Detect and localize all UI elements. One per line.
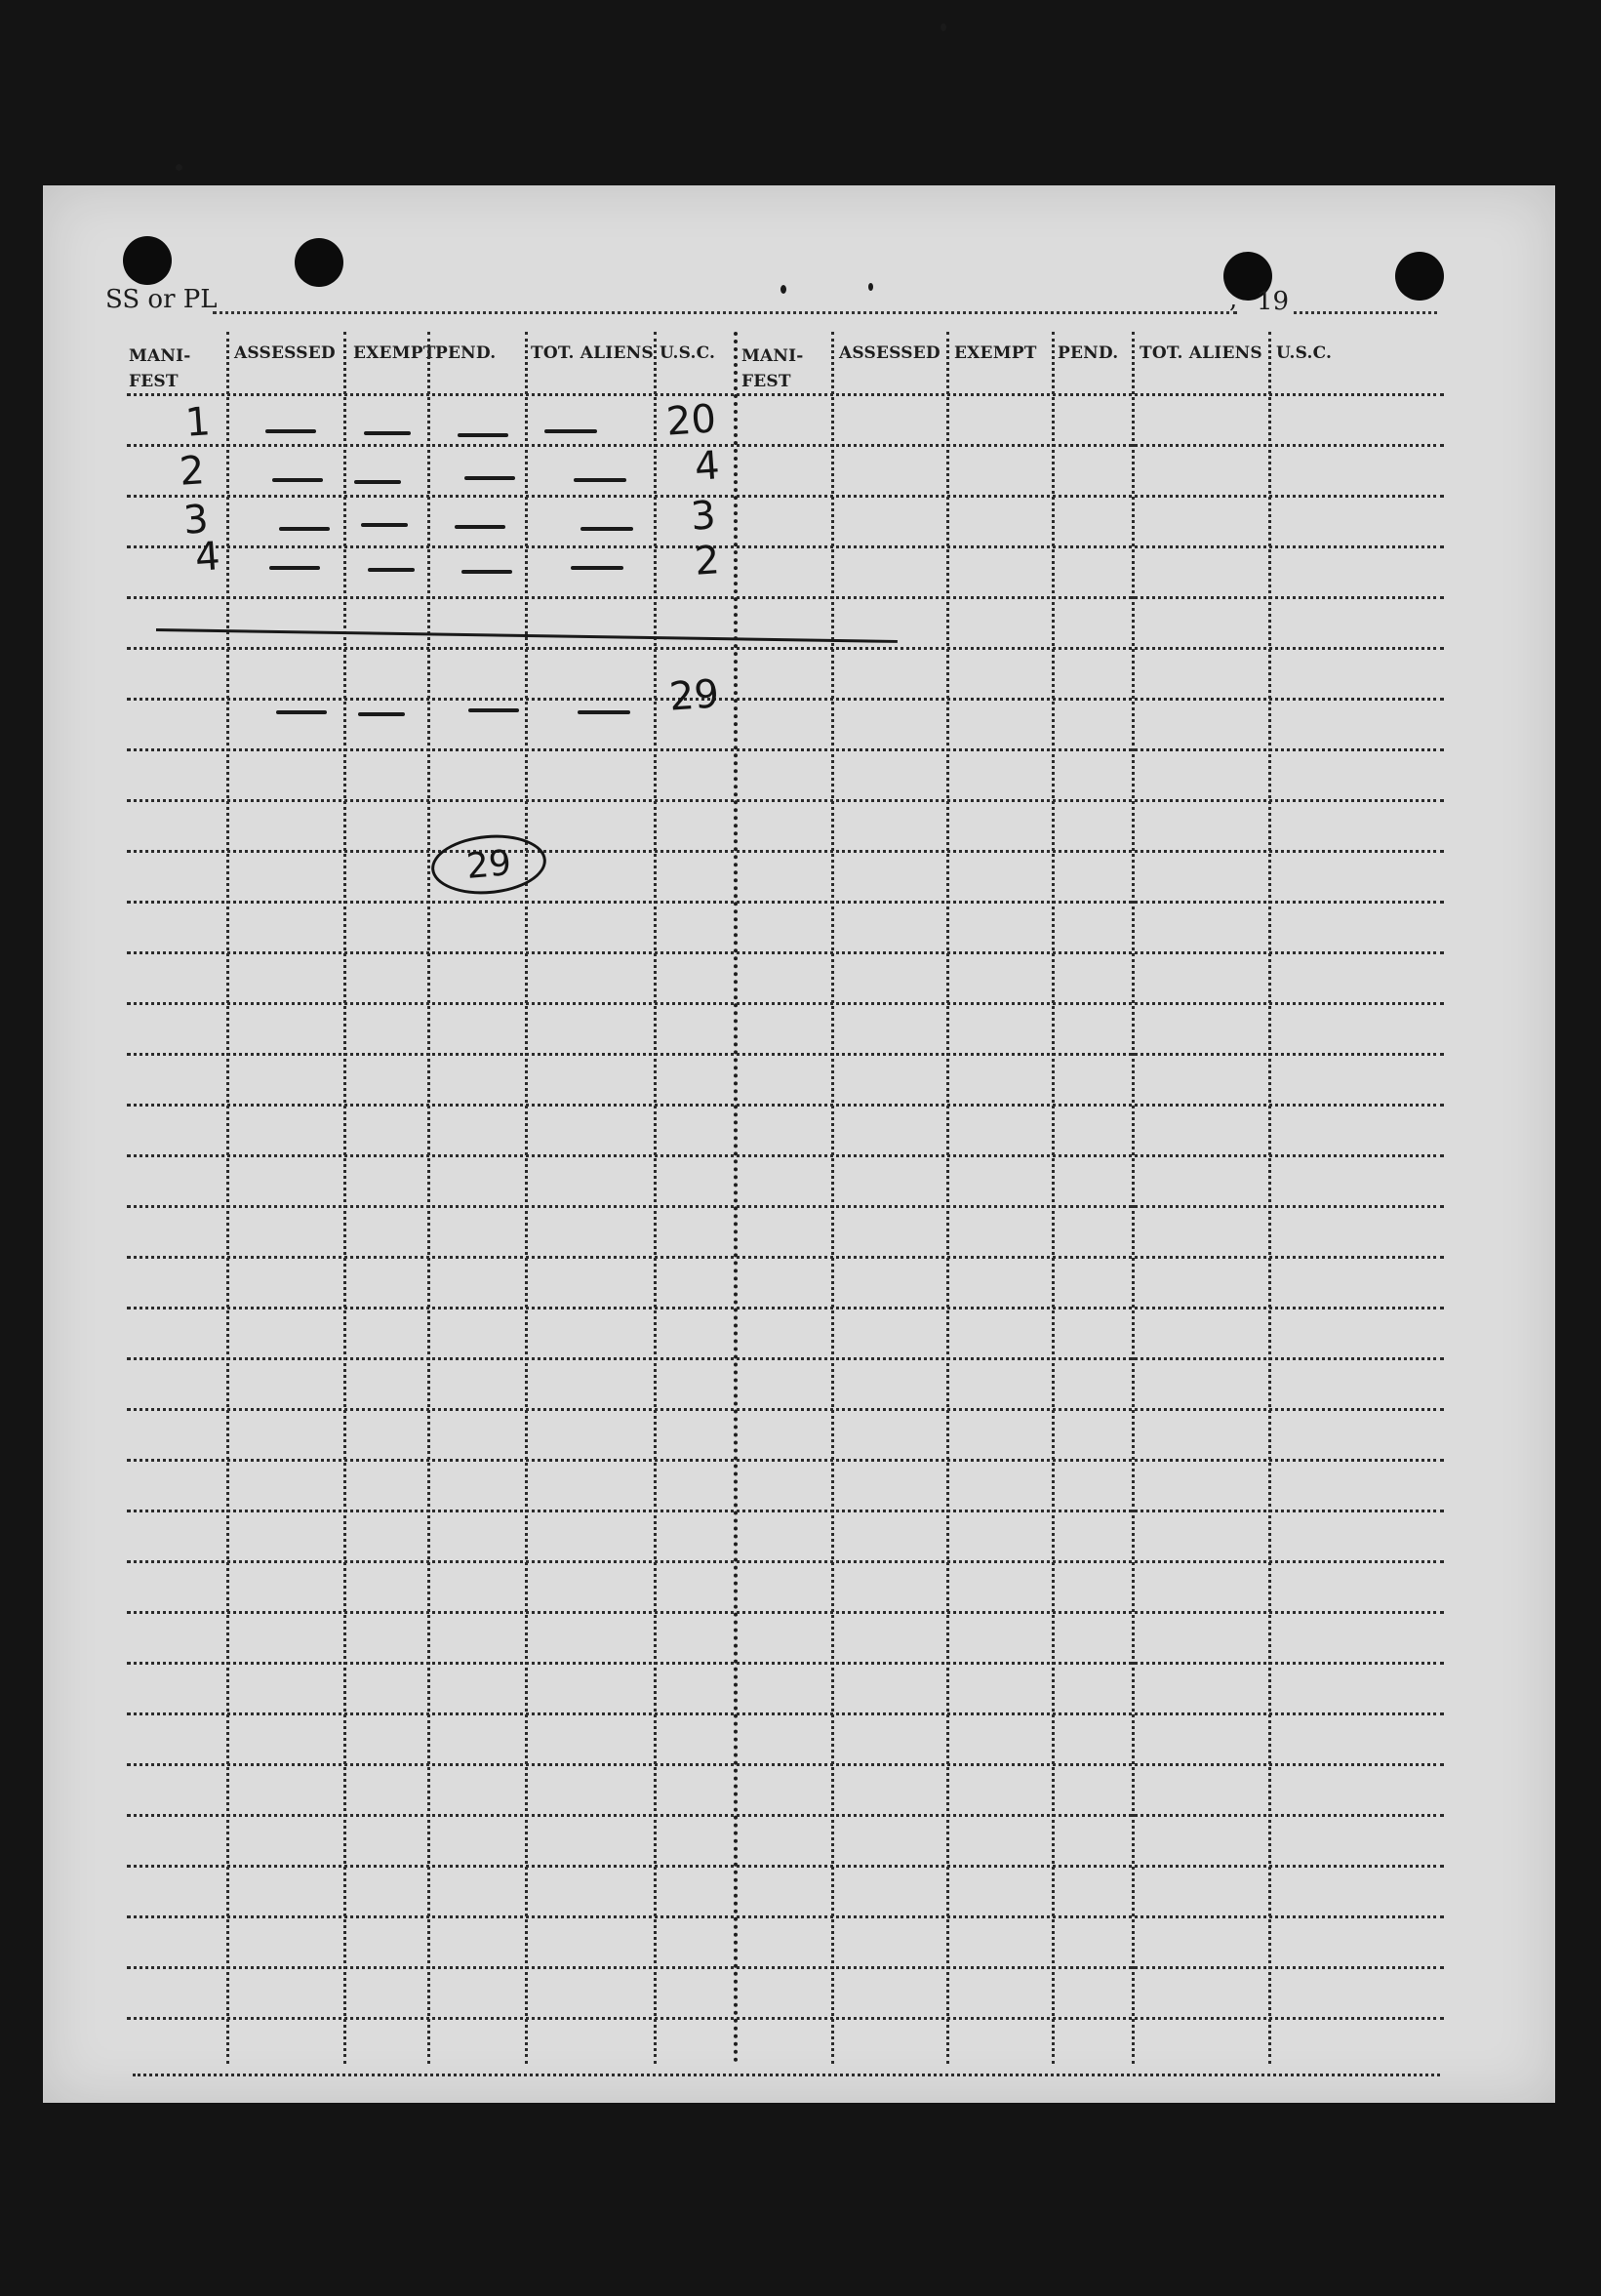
column-rule bbox=[343, 332, 346, 2064]
column-rule bbox=[525, 332, 528, 2064]
entry-usc: 2 bbox=[693, 538, 722, 584]
ruled-row-line bbox=[127, 1459, 1444, 1462]
blank-dash bbox=[578, 710, 630, 714]
ruled-row-line bbox=[127, 393, 1444, 396]
ruled-row-line bbox=[127, 647, 1444, 650]
blank-dash bbox=[544, 429, 597, 433]
blank-dash bbox=[279, 527, 330, 531]
binder-hole-icon bbox=[123, 236, 172, 285]
year-label: 19 bbox=[1257, 287, 1290, 316]
col-manifest-right-label: MANI- FEST bbox=[741, 346, 804, 391]
blank-dash bbox=[361, 523, 408, 527]
ruled-row-line bbox=[127, 2017, 1444, 2020]
year-fill-line bbox=[1294, 311, 1437, 314]
ruled-row-line bbox=[127, 1712, 1444, 1715]
circled-total-value: 29 bbox=[464, 842, 513, 887]
blank-dash bbox=[458, 433, 508, 437]
binder-hole-icon bbox=[295, 238, 343, 287]
col-usc-right: U.S.C. bbox=[1276, 343, 1333, 363]
total-usc: 29 bbox=[667, 671, 721, 720]
ruled-row-line bbox=[127, 1611, 1444, 1614]
column-rule bbox=[1132, 332, 1135, 2064]
blank-dash bbox=[265, 429, 316, 433]
ruled-row-line bbox=[127, 1814, 1444, 1817]
col-assessed-left: ASSESSED bbox=[234, 343, 336, 363]
ruled-row-line bbox=[127, 1865, 1444, 1868]
ruled-row-line bbox=[127, 596, 1444, 599]
col-exempt-right: EXEMPT bbox=[954, 343, 1037, 363]
ruled-row-line bbox=[127, 1510, 1444, 1512]
col-assessed-right: ASSESSED bbox=[839, 343, 941, 363]
entry-usc: 3 bbox=[689, 493, 718, 540]
blank-dash bbox=[272, 478, 323, 482]
ruled-row-line bbox=[127, 1560, 1444, 1563]
ruled-row-line bbox=[127, 1966, 1444, 1969]
col-usc-left: U.S.C. bbox=[660, 343, 716, 363]
ruled-row-line bbox=[127, 901, 1444, 904]
ruled-row-line bbox=[127, 1915, 1444, 1918]
ruled-row-line bbox=[127, 698, 1444, 701]
column-rule bbox=[654, 332, 657, 2064]
ruled-row-line bbox=[127, 1104, 1444, 1107]
ruled-row-line bbox=[127, 799, 1444, 802]
col-manifest-left bbox=[129, 343, 191, 394]
col-tot-aliens-right: TOT. ALIENS bbox=[1140, 343, 1262, 363]
ruled-row-line bbox=[127, 1002, 1444, 1005]
blank-dash bbox=[571, 566, 623, 570]
column-rule bbox=[427, 332, 430, 2064]
col-manifest-left-label: MANI- FEST bbox=[129, 346, 191, 391]
entry-manifest: 3 bbox=[181, 497, 211, 544]
scan-speck bbox=[176, 164, 182, 171]
column-rule bbox=[226, 332, 229, 2064]
ruled-row-line bbox=[127, 850, 1444, 853]
scan-speck bbox=[780, 285, 786, 294]
scan-speck bbox=[941, 23, 946, 31]
col-pend-left: PEND. bbox=[435, 343, 497, 363]
entry-usc: 4 bbox=[693, 443, 722, 490]
bottom-rule bbox=[133, 2074, 1440, 2076]
ruled-row-line bbox=[127, 1053, 1444, 1056]
ruled-row-line bbox=[127, 1205, 1444, 1208]
col-tot-aliens-left: TOT. ALIENS bbox=[531, 343, 654, 363]
ruled-row-line bbox=[127, 1662, 1444, 1665]
column-rule bbox=[831, 332, 834, 2064]
column-rule bbox=[946, 332, 949, 2064]
ruled-row-line bbox=[127, 748, 1444, 751]
column-rule bbox=[1268, 332, 1271, 2064]
ruled-row-line bbox=[127, 951, 1444, 954]
blank-dash bbox=[574, 478, 626, 482]
ruled-row-line bbox=[127, 1357, 1444, 1360]
blank-dash bbox=[455, 525, 505, 529]
ship-fill-line bbox=[213, 311, 1237, 314]
col-manifest-right bbox=[741, 343, 804, 394]
date-comma: , bbox=[1229, 285, 1238, 314]
column-rule bbox=[734, 332, 738, 2064]
ruled-row-line bbox=[127, 495, 1444, 498]
ruled-row-line bbox=[127, 545, 1444, 548]
entry-manifest: 1 bbox=[183, 399, 213, 446]
col-exempt-left: EXEMPT bbox=[353, 343, 436, 363]
entry-manifest: 2 bbox=[178, 448, 207, 495]
blank-dash bbox=[580, 527, 633, 531]
blank-dash bbox=[354, 480, 401, 484]
scan-speck bbox=[868, 283, 873, 291]
ruled-row-line bbox=[127, 444, 1444, 447]
blank-dash bbox=[468, 708, 519, 712]
ruled-row-line bbox=[127, 1408, 1444, 1411]
blank-dash bbox=[461, 570, 512, 574]
entry-manifest: 4 bbox=[193, 534, 222, 581]
ruled-row-line bbox=[127, 1256, 1444, 1259]
ruled-row-line bbox=[127, 1763, 1444, 1766]
entry-usc: 20 bbox=[664, 396, 718, 445]
column-rule bbox=[1052, 332, 1055, 2064]
blank-dash bbox=[358, 712, 405, 716]
ruled-row-line bbox=[127, 1154, 1444, 1157]
blank-dash bbox=[269, 566, 320, 570]
col-pend-right: PEND. bbox=[1058, 343, 1119, 363]
ruled-row-line bbox=[127, 1307, 1444, 1309]
blank-dash bbox=[364, 431, 411, 435]
blank-dash bbox=[464, 476, 515, 480]
binder-hole-icon bbox=[1395, 252, 1444, 301]
blank-dash bbox=[368, 568, 415, 572]
blank-dash bbox=[276, 710, 327, 714]
ship-label: SS or PL bbox=[105, 285, 218, 314]
